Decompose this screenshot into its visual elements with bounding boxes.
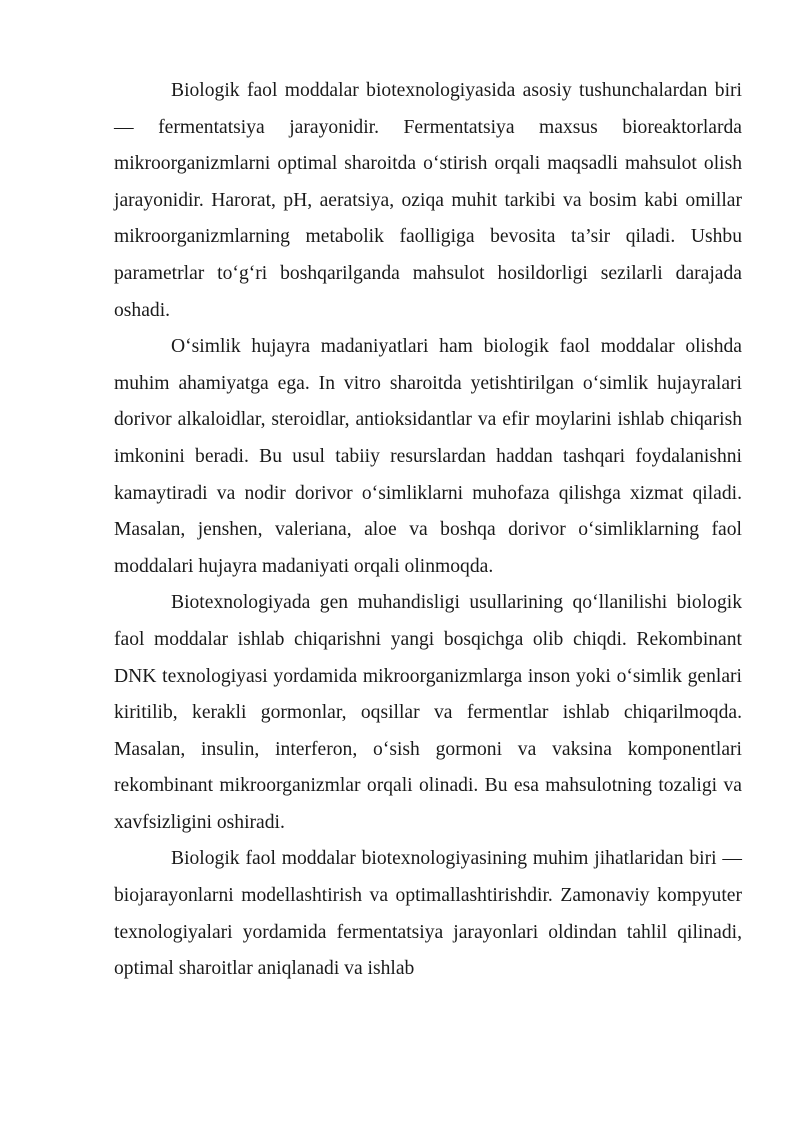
paragraph-genetic-engineering: Biotexnologiyada gen muhandisligi usullarining qo‘llanilishi biologik faol moddalar ishlab chiqarishni yangi bosqichga olib chiqdi. Rekombinant DNK texnologiyasi yordamida mikroorganizmlarga inson yoki o‘simlik genlari kiritilib, kerakli gormonlar, oqsillar va fermentlar ishlab chiqarilmoqda. Masalan, insulin, interferon, o‘sish gormoni va vaksina komponentlari rekombinant mikroorganizmlar orqali olinadi. Bu esa mahsulotning tozaligi va xavfsizligini oshiradi. (114, 592, 742, 833)
paragraph-fermentation: Biologik faol moddalar biotexnologiyasida asosiy tushunchalardan biri — fermentatsiya jarayonidir. Fermentatsiya maxsus bioreaktorlarda mikroorganizmlarni optimal sharoitda o‘stirish orqali maqsadli mahsulot olish jarayonidir. Harorat, pH, aeratsiya, oziqa muhit tarkibi va bosim kabi omillar mikroorganizmlarning metabolik faolligiga bevosita ta’sir qiladi. Ushbu parametrlar to‘g‘ri boshqarilganda mahsulot hosildorligi sezilarli darajada oshadi. (114, 80, 742, 321)
paragraph-bioprocess-modeling: Biologik faol moddalar biotexnologiyasining muhim jihatlaridan biri — biojarayonlarni modellashtirish va optimallashtirishdir. Zamonaviy kompyuter texnologiyalari yordamida fermentatsiya jarayonlari oldindan tahlil qilinadi, optimal sharoitlar aniqlanadi va ishlab (114, 848, 742, 980)
body-text (114, 73, 742, 988)
paragraph-plant-cell-culture: O‘simlik hujayra madaniyatlari ham biologik faol moddalar olishda muhim ahamiyatga ega. In vitro sharoitda yetishtirilgan o‘simlik hujayralari dorivor alkaloidlar, steroidlar, antioksidantlar va efir moylarini ishlab chiqarish imkonini beradi. Bu usul tabiiy resurslardan haddan tashqari foydalanishni kamaytiradi va nodir dorivor o‘simliklarni muhofaza qilishga xizmat qiladi. Masalan, jenshen, valeriana, aloe va boshqa dorivor o‘simliklarning faol moddalari hujayra madaniyati orqali olinmoqda. (114, 336, 742, 577)
